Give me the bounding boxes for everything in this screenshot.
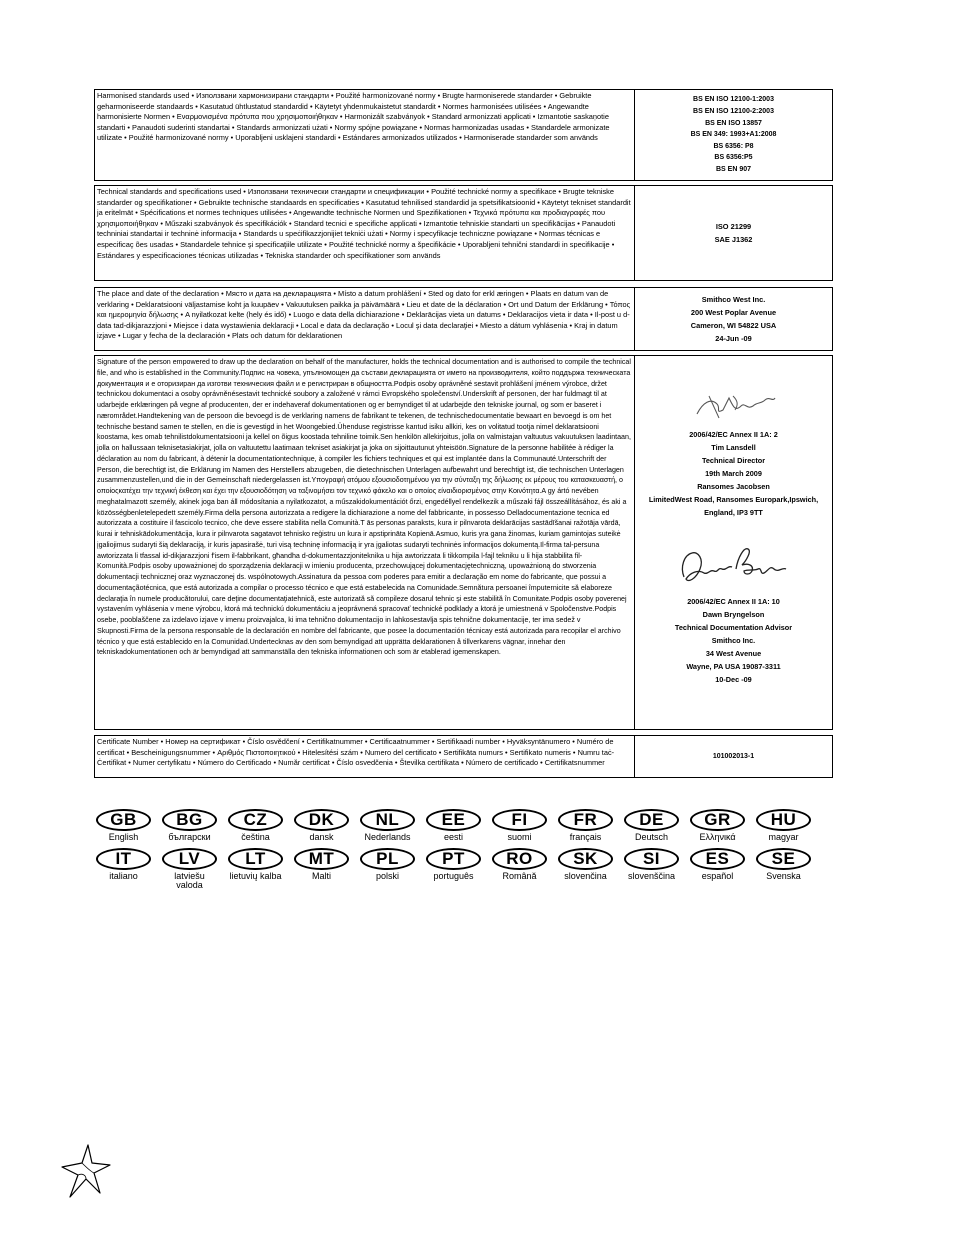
star-logo-icon [60,1143,112,1199]
language-code: MT [294,848,349,870]
language-item [160,848,219,890]
signature-label: Signature of the person empowered to draw up the declaration on behalf of the manufacturer, holds the technical documentation and is authorised to compile the technical file, and who is established in the Community.Подпис на човека, упълномощен да състави декларацията от името на производителя, който поддържа техническата документация и е оторизиран да изготви техническия файл и е регистриран в общността.Podpis osoby oprávněné sestavit prohlášení jménem výrobce, držet technickou dokumentaci a osoby oprávněnésestavit technické soubory a založené v rámci Evropského společenství.Underskrift af personen, der har fuldmagt til at udarbejde erklæringen på vegne af producenten, der er indehaveraf dokumentationen og er bemyndiget til at udarbejde den tekniske journal, og som er baseret i nærområdet.Handtekening van de persoon die bevoegd is de verklaring namens de fabrikant te tekenen, de technischedocumentatie bewaart en bevoegd is om het technische bestand samen te stellen, en die is gevestigd in het Woongebied.Ühenduse registrisse kantud isiku allkiri, kes on volitatud tootja nimel deklaratsiooni koostama, kes omab tehnilistdokumentatsiooni ja kellel on õigus koostada tehniline toimik.Sen henkilön allekirjoitus, jolla on valmistajan valtuutus vakuutuksen laadintaan, jolla on hallussaan teknisetasiakirjat, jolla on valtuutettu laatimaan tekniset asiakirjat ja joka on sijoittautunut yhteisöön.Signature de la personne habilitée à rédiger la déclaration au nom du fabricant, à détenir la documentationtechnique, à compiler les fichiers techniques et qui est implantée dans la Communauté.Unterschrift der Person, die berechtigt ist, die Erklärung im Namen des Herstellers abzugeben, die dietechnischen Unterlagen aufbewahrt und berechtigt ist, die technischen Unterlagen zusammenzustellen,und die in der Gemeinschaft niedergelassen ist.Υπογραφή ατόμου εξουσιοδοτημένου για την σύνταξη της δήλωσης εκ μέρους του κατασκευαστή, ο οποίοςκατέχει την τεχνική έκθεση και έχει την εξουσιοδότηση να ταξινομήσει τον τεχνικό φάκελο και ο οποίος είναιδιορισμένος στην Κοινότητα.A gy ártó nevében meghatalmazott személy, akinek joga ban áll módosítania a nyilatkozatot, a műszakidokumentációt őrzi, engedéllyel rendelkezik a műszaki fájl összeállításához, és aki a közösségbenletelepedett személy.Firma della persona autorizzata a redigere la dichiarazione a nome del fabbricante, in possesso Delladocumentazione tecnica ed autorizzata a costituire il fascicolo tecnico, che deve essere stabilita nella Comunità.T ās personas paraksts, kura ir pilnvarota deklarācijas sastādīšanai ražotāja vārdā, kurai ir tehniskādokumentācija, kura ir pilnvarota sagatavot tehnisko reģistru un kura ir apstiprināta Kopienā.Asmuo, kuris yra gana žinomas, kuriam gamintojas suteikė įgaliojimus sudaryti šią deklaraciją, ir kuris japasirašė, turi visą techninę informaciją ir yra įgaliotas sudaryti techninės informacijos dokumentą.Il-firma tal-persuna awtorizzata li tfassal id-dikjarazzjoni f'isem il-fabbrikant, għandha d-dokumentazzjoniteknika u hija awtorizzata li tikkompila l-fajl tekniku u li hija stabbilita fil-Komunità.Podpis osoby upoważnionej do sporządzenia deklaracji w imieniu producenta, przechowującej dokumentacjętechniczną, upoważnioną do stworzenia dokumentacji technicznej oraz wyznaczonej ds. wspólnotowych.Assinatura da pessoa com poderes para emitir a declaração em nome do fabricante, que possui a documentaçãotécnica, que está autorizada a compilar o processo técnico e que está estabelecida na Comunidade.Semnătura persoanei împuternicite să elaboreze declaraţia în numele producătorului, care deţine documentaţiatehnică, este autorizată să compileze dosarul tehnic şi este stabilită în Comunitate.Podpis osoby poverenej vystavením vyhlásenia v mene výrobcu, ktorá má technickú dokumentáciu a jeoprávnená spracovať technické podklady a ktorá je umiestnená v Spoločenstve.Podpis osebe, pooblaščene za izdelavo izjave v imenu proizvajalca, ki ima tehnično dokumentacijo in lahkosestavlja spis tehnične dokumentacije, ter ima sedež v Skupnosti.Firma de la persona responsable de la declaración en nombre del fabricante, que posee la documentación técnicay está autorizada para recopilar el archivo técnico y que está establecido en la Comunidad.Undertecknas av den som bemyndigad att upprätta deklarationen å tillverkarens vägnar, innehar den tekniskadokumentationen och är bemyndigad att sammanställa den tekniska informationen och som är etablerad igemenskapen. [95,356,635,729]
certificate-value-cell [635,736,832,777]
language-item [490,809,549,842]
language-code: LT [228,848,283,870]
company-address: 200 West Poplar Avenue [690,308,777,317]
language-code: SK [558,848,613,870]
language-code: SI [624,848,679,870]
language-code: PL [360,848,415,870]
language-code: DE [624,809,679,831]
language-code: LV [162,848,217,870]
language-item [424,809,483,842]
language-code: HU [756,809,811,831]
place-date-values [635,288,832,350]
language-item [556,809,615,842]
technical-standards-values [635,186,832,280]
language-item [490,848,549,890]
language-name: eesti [443,832,463,842]
language-row-1 [94,809,824,842]
language-name: italiano [109,871,138,881]
language-name: Malti [311,871,331,881]
language-code: NL [360,809,415,831]
language-name: Deutsch [634,832,669,842]
language-name: latviešu valoda [174,871,205,890]
language-item [688,809,747,842]
language-item [556,848,615,890]
language-code: FR [558,809,613,831]
language-code: SE [756,848,811,870]
signer2-annex: 2006/42/EC Annex II 1A: 10 [687,597,780,606]
language-item [160,809,219,842]
language-row-2 [94,848,824,890]
signature-values [635,356,832,729]
language-code: EE [426,809,481,831]
language-item [226,848,285,890]
language-name: English [108,832,139,842]
language-name: Română [502,871,537,881]
signer2-city: Wayne, PA USA 19087-3311 [686,662,781,671]
place-date-row [94,287,833,351]
language-code: ES [690,848,745,870]
standard-value: BS EN 349: 1993+A1:2008 [690,131,777,139]
language-name: polski [375,871,399,881]
language-item [292,848,351,890]
standard-value: SAE J1362 [714,235,753,244]
language-name: български [168,832,211,842]
signer1-date: 19th March 2009 [705,469,762,478]
harmonised-standards-label: Harmonised standards used • Използвани хармонизирани стандарти • Použité harmonizované normy • Brugte harmoniserede standarder • Gebruikte geharmoniseerde standaards • Kasutatud ühtlustatud standardid • Käytetyt yhdenmukaistetut standardit • Normes harmonisées utilisées • Angewandte harmonisierte Normen • Εναρμονισμένα πρότυπα που χρησιμοποιήθηκαν • Harmonizált szabványok • Standard armonizzati applicati • Izmantotie saskaņotie standarti • Panaudoti suderinti standartai • Standards armonizzati użati • Normy spójne powiązane • Normas harmonizadas usadas • Standardele armonizate utilizate • Použité harmonizované normy • Uporabljeni usklajeni standardi • Estándares armonizados utilizados • Harmoniserade standarder som används [95,90,635,180]
signer2-name: Dawn Bryngelson [702,610,765,619]
standard-value: BS EN ISO 12100-1:2003 [693,96,774,104]
standard-value: ISO 21299 [715,222,752,231]
language-item [754,848,813,890]
language-name: lietuvių kalba [229,871,282,881]
language-name: slovenščina [627,871,676,881]
language-code: DK [294,809,349,831]
language-name: slovenčina [564,871,607,881]
language-code: GR [690,809,745,831]
technical-standards-row [94,185,833,281]
company-name: Smithco West Inc. [701,295,766,304]
certificate-label: Certificate Number • Номер на сертификат • Číslo osvědčení • Certifikatnummer • Certificaatnummer • Sertifikaadi number • Hyväksyntänumero • Numéro de certificat • Bescheinigungsnummer • Αριθμός Πιστοποιητικού • Hitelesítési szám • Numero del certificato • Sertifikāta numurs • Sertifikato numeris • Numru taċ-Ċertifikat • Numer certyfikatu • Número do Certificado • Număr certificat • Číslo osvedčenia • Številka certifikata • Número de certificado • Certifikatsnummer [95,736,635,777]
language-name: Svenska [766,871,801,881]
place-date-label: The place and date of the declaration • Място и дата на декларацията • Místo a datum prohlášení • Sted og dato for erkl æringen • Plaats en datum van de verklaring • Deklaratsiooni väljastamise koht ja kuupäev • Vakuutuksen paikka ja päivämäärä • Lieu et date de la déclaration • Ort und Datum der Erklärung • Τόπος και ημερομηνία δήλωσης • A nyilatkozat kelte (hely és idő) • Luogo e data della dichiarazione • Deklarācijas vieta un datums • Deklaracijos vieta ir data • Il-post u d-data tad-dikjarazzjoni • Miejsce i data wystawienia deklaracji • Local e data da declaração • Locul şi data declaraţiei • Miesto a dátum vyhlásenia • Kraj in datum izjave • Lugar y fecha de la declaración • Plats och datum för deklarationen [95,288,635,350]
signer1-address2: England, IP3 9TT [704,508,763,517]
standard-value: BS EN ISO 12100-2:2003 [693,108,774,116]
language-code: FI [492,809,547,831]
language-item [226,809,285,842]
language-item [622,809,681,842]
language-code: PT [426,848,481,870]
signature-icon [674,539,794,589]
signature-row [94,355,833,730]
language-item [688,848,747,890]
language-name: français [569,832,602,842]
signer1-address: LimitedWest Road, Ransomes Europark,Ipswich, [648,495,819,504]
language-name: čeština [241,832,270,842]
language-item [94,848,153,890]
signer2-address: 34 West Avenue [705,649,762,658]
signature-icon [689,384,779,424]
language-code: CZ [228,809,283,831]
signer1-company: Ransomes Jacobsen [697,482,770,491]
language-item [94,809,153,842]
language-code: RO [492,848,547,870]
standard-value: BS 6356:P5 [714,154,753,162]
language-item [358,848,417,890]
language-name: Ελληνικά [699,832,736,842]
language-name: português [433,871,474,881]
language-name: magyar [768,832,799,842]
language-badges [94,809,824,896]
harmonised-standards-values [635,90,832,180]
technical-standards-label: Technical standards and specifications used • Използвани технически стандарти и спецификации • Použité technické normy a specifikace • Brugte tekniske standarder og specifikationer • Gebruikte technische standaards en specificaties • Kasutatud tehnilised standardid ja spetsifikatsioonid • Käytetyt tekniset standardit ja eritelmät • Spécifications et normes techniques utilisées • Angewandte technische Normen und Spezifikationen • Τεχνικά πρότυπα και προδιαγραφές που χρησιμοποιήθηκαν • Műszaki szabványok és specifikációk • Standard tecnici e specifiche applicati • Izmantotie tehniskie standarti un specifikācijas • Panaudoti techniniai standartai ir techninė informacija • Standards u speċifikazzjonijiet tekniċi użati • Normy i specyfikacje techniczne powiązane • Normas técnicas e especificaç ões usadas • Standardele tehnice şi specificaţiile utilizate • Použité technické normy a špecifikácie • Uporabljeni tehnični standardi in specifikacije • Estándares y especificaciones técnicas utilizadas • Tekniska standarder och specifikationer som används [95,186,635,280]
company-city: Cameron, WI 54822 USA [690,321,777,330]
signer2-company: Smithco Inc. [711,636,756,645]
signer1-title: Technical Director [701,456,766,465]
declaration-date: 24-Jun -09 [715,334,752,343]
language-item [424,848,483,890]
language-name: Nederlands [364,832,411,842]
standard-value: BS EN 907 [715,165,752,173]
language-name: suomi [507,832,532,842]
language-code: IT [96,848,151,870]
certificate-row [94,735,833,778]
language-item [292,809,351,842]
harmonised-standards-row [94,89,833,181]
signer2-date: 10-Dec -09 [715,675,752,684]
signer1-annex: 2006/42/EC Annex II 1A: 2 [689,430,778,439]
language-item [358,809,417,842]
certificate-number: 101002013-1 [712,752,755,760]
standard-value: BS 6356: P8 [713,142,754,150]
language-code: BG [162,809,217,831]
signer2-title: Technical Documentation Advisor [674,623,793,632]
language-code: GB [96,809,151,831]
language-name: dansk [309,832,334,842]
standard-value: BS EN ISO 13857 [705,119,762,127]
language-item [622,848,681,890]
signer1-name: Tim Lansdell [711,443,756,452]
language-name: español [701,871,734,881]
language-item [754,809,813,842]
